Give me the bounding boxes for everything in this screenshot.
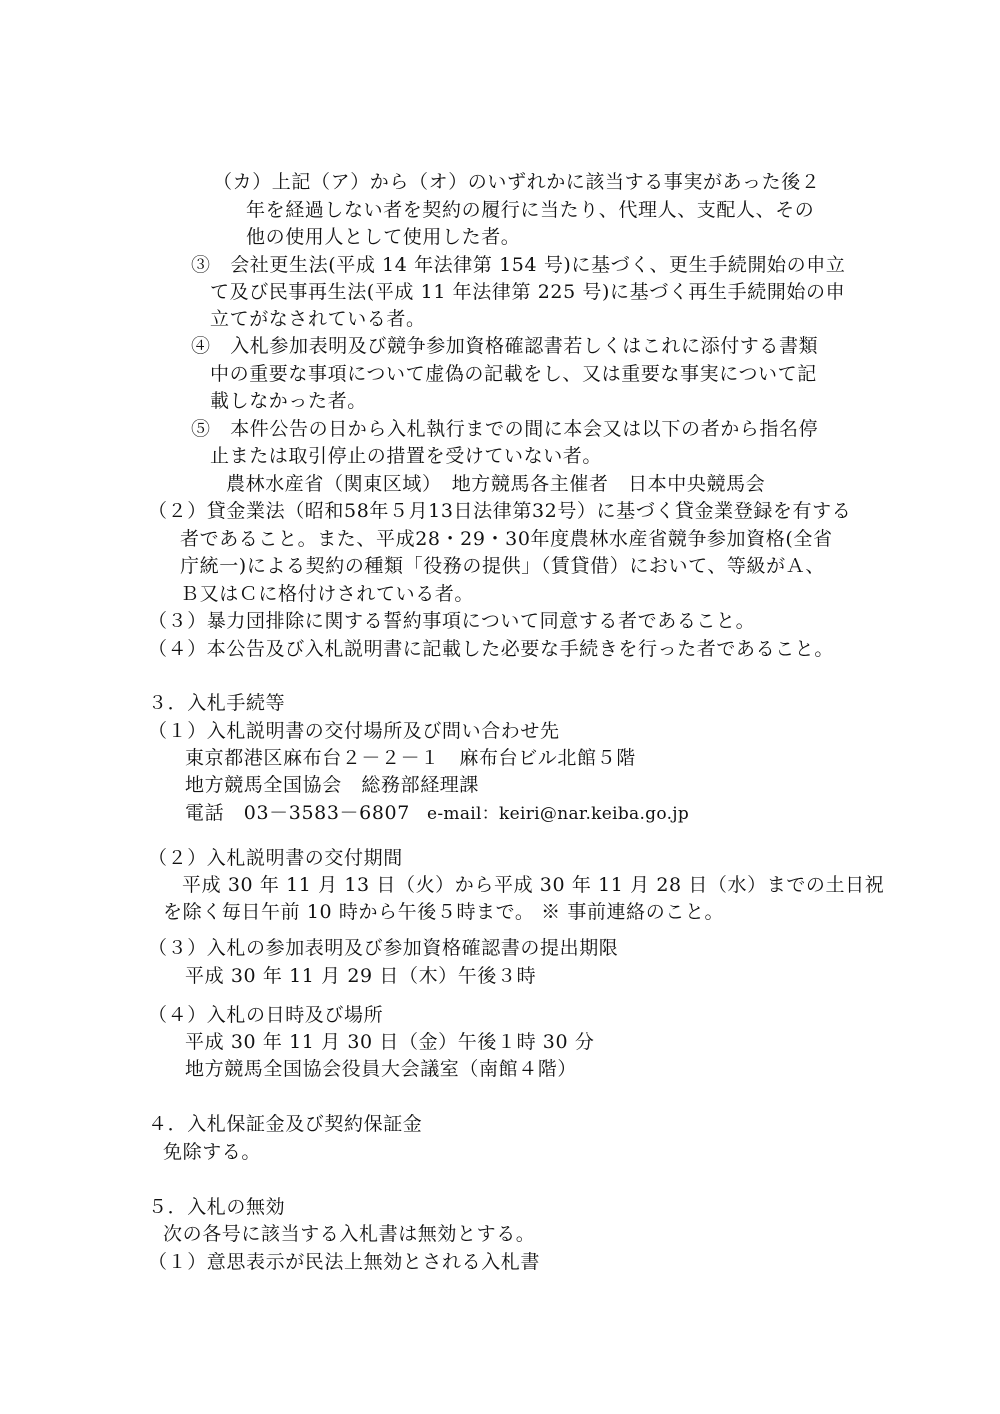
sub4-line: （４）本公告及び入札説明書に記載した必要な手続きを行った者であること。 (148, 638, 835, 660)
item-5-designating-bodies: 農林水産省（関東区域） 地方競馬各主催者 日本中央競馬会 (226, 473, 766, 495)
item-3-line2: て及び民事再生法(平成 11 年法律第 225 号)に基づく再生手続開始の申 (210, 281, 846, 303)
section3-sub2-line1: 平成 30 年 11 月 13 日（火）から平成 30 年 11 月 28 日（水）までの土日祝 (182, 874, 885, 896)
sub2-line2: 者であること。また、平成28・29・30年度農林水産省競争参加資格(全省 (180, 528, 833, 550)
section3-sub4-datetime: 平成 30 年 11 月 30 日（金）午後１時 30 分 (185, 1031, 595, 1053)
section5-heading: ５．入札の無効 (148, 1196, 286, 1218)
section4-heading: ４．入札保証金及び契約保証金 (148, 1113, 423, 1135)
contact-office: 地方競馬全国協会 総務部経理課 (185, 774, 480, 796)
section3-sub2-line2: を除く毎日午前 10 時から午後５時まで。 ※ 事前連絡のこと。 (163, 901, 725, 923)
section3-sub1-title: （１）入札説明書の交付場所及び問い合わせ先 (148, 720, 560, 742)
contact-address: 東京都港区麻布台２－２－１ 麻布台ビル北館５階 (185, 747, 636, 769)
item-ka-line3: 他の使用人として使用した者。 (246, 226, 521, 248)
item-ka-line1: （カ）上記（ア）から（オ）のいずれかに該当する事実があった後２ (213, 171, 821, 193)
item-4-line2: 中の重要な事項について虚偽の記載をし、又は重要な事実について記 (210, 363, 817, 385)
section3-sub3-title: （３）入札の参加表明及び参加資格確認書の提出期限 (148, 937, 619, 959)
section3-heading: ３．入札手続等 (148, 692, 286, 714)
sub2-line1: （２）貸金業法（昭和58年５月13日法律第32号）に基づく貸金業登録を有する (148, 500, 852, 522)
item-ka-line2: 年を経過しない者を契約の履行に当たり、代理人、支配人、その (246, 199, 815, 221)
item-3-line1: ③ 会社更生法(平成 14 年法律第 154 号)に基づく、更生手続開始の申立 (191, 254, 846, 276)
item-3-line3: 立てがなされている者。 (210, 308, 426, 330)
sub2-line3: 庁統一)による契約の種類「役務の提供」（賃貸借）において、等級がＡ、 (180, 555, 825, 577)
sub3-line: （３）暴力団排除に関する誓約事項について同意する者であること。 (148, 610, 756, 632)
item-4-line3: 載しなかった者。 (210, 390, 367, 412)
section3-sub2-title: （２）入札説明書の交付期間 (148, 847, 403, 869)
contact-phone: 電話 03－3583－6807 (185, 802, 410, 824)
section5-sub1: （１）意思表示が民法上無効とされる入札書 (148, 1251, 541, 1273)
contact-email: e-mail：keiri@nar.keiba.go.jp (427, 804, 690, 824)
section3-sub4-place: 地方競馬全国協会役員大会議室（南館４階） (185, 1058, 578, 1080)
section3-sub4-title: （４）入札の日時及び場所 (148, 1004, 384, 1026)
sub2-line4: Ｂ又はＣに格付けされている者。 (180, 583, 475, 605)
item-5-line1: ⑤ 本件公告の日から入札執行までの間に本会又は以下の者から指名停 (191, 418, 819, 440)
section3-sub3-deadline: 平成 30 年 11 月 29 日（木）午後３時 (185, 965, 537, 987)
section4-body: 免除する。 (163, 1141, 262, 1163)
item-5-line2: 止または取引停止の措置を受けていない者。 (210, 445, 603, 467)
item-4-line1: ④ 入札参加表明及び競争参加資格確認書若しくはこれに添付する書類 (191, 335, 819, 357)
section5-intro: 次の各号に該当する入札書は無効とする。 (163, 1223, 536, 1245)
